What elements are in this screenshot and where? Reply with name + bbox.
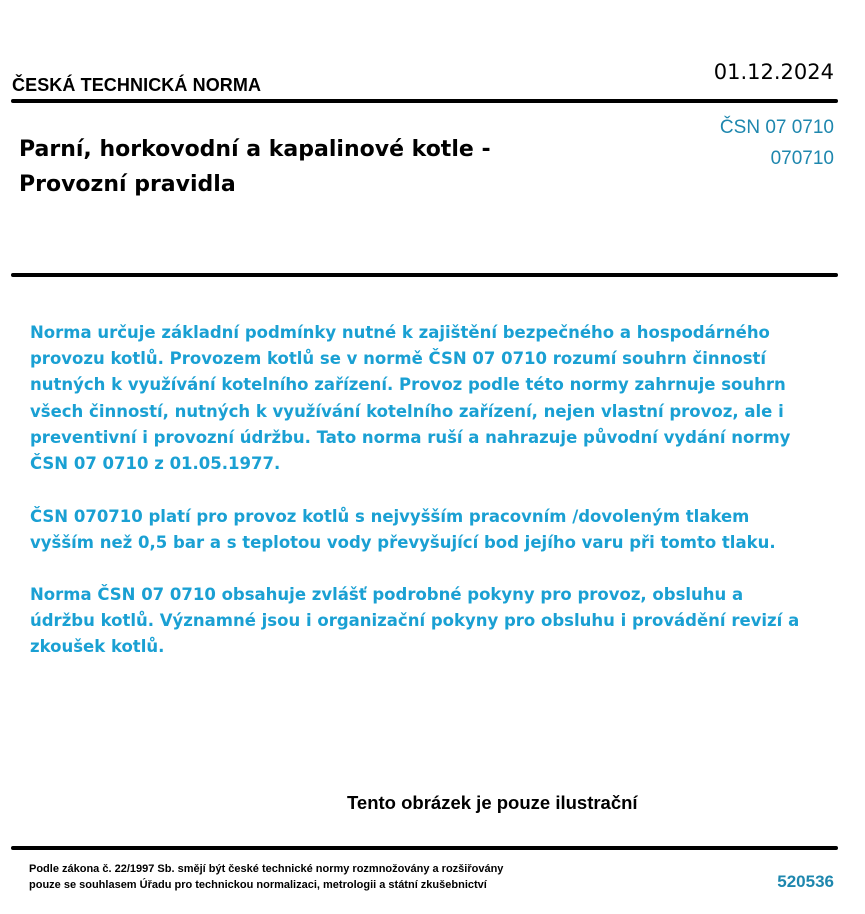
title-divider [11, 273, 838, 277]
document-title [19, 132, 539, 202]
catalog-number: 520536 [777, 872, 834, 891]
illustration-note: Tento obrázek je pouze ilustrační [347, 792, 638, 813]
footer-law-line-1: Podle zákona č. 22/1997 Sb. smějí být české technické normy rozmnožovány a rozšiřovány [29, 863, 504, 875]
header-title: ČESKÁ TECHNICKÁ NORMA [12, 75, 262, 95]
document-title-line-2: Provozní pravidla [19, 172, 236, 197]
footer-divider [11, 846, 838, 850]
standard-code: ČSN 07 0710 [719, 117, 834, 138]
header-divider [11, 99, 838, 103]
body-paragraph: Norma ČSN 07 0710 obsahuje zvlášť podrobné pokyny pro provoz, obsluhu a údržbu kotlů. Významné jsou i organizační pokyny pro obsluhu i provádění revizí a zkoušek kotlů. [30, 585, 800, 657]
footer-law-line-2: pouze se souhlasem Úřadu pro technickou normalizaci, metrologii a státní zkušebnictví [29, 878, 487, 891]
footer-law-notice [29, 862, 589, 893]
document-title-line-1: Parní, horkovodní a kapalinové kotle - [19, 137, 491, 162]
issue-date: 01.12.2024 [713, 60, 834, 84]
class-code: 070710 [770, 148, 834, 169]
body-paragraph: ČSN 070710 platí pro provoz kotlů s nejvyšším pracovním /dovoleným tlakem vyšším než 0,5 bar a s teplotou vody převyšující bod jejího varu při tomto tlaku. [30, 507, 776, 553]
body-paragraph: Norma určuje základní podmínky nutné k zajištění bezpečného a hospodárného provozu kotlů. Provozem kotlů se v normě ČSN 07 0710 rozumí souhrn činností nutných k využívání kotelního zařízení. Provoz podle této normy zahrnuje souhrn všech činností, nutných k využívání kotelního zařízení, nejen vlastní provoz, ale i preventivní i provozní údržbu. Tato norma ruší a nahrazuje původní vydání normy ČSN 07 0710 z 01.05.1977. [30, 323, 791, 474]
